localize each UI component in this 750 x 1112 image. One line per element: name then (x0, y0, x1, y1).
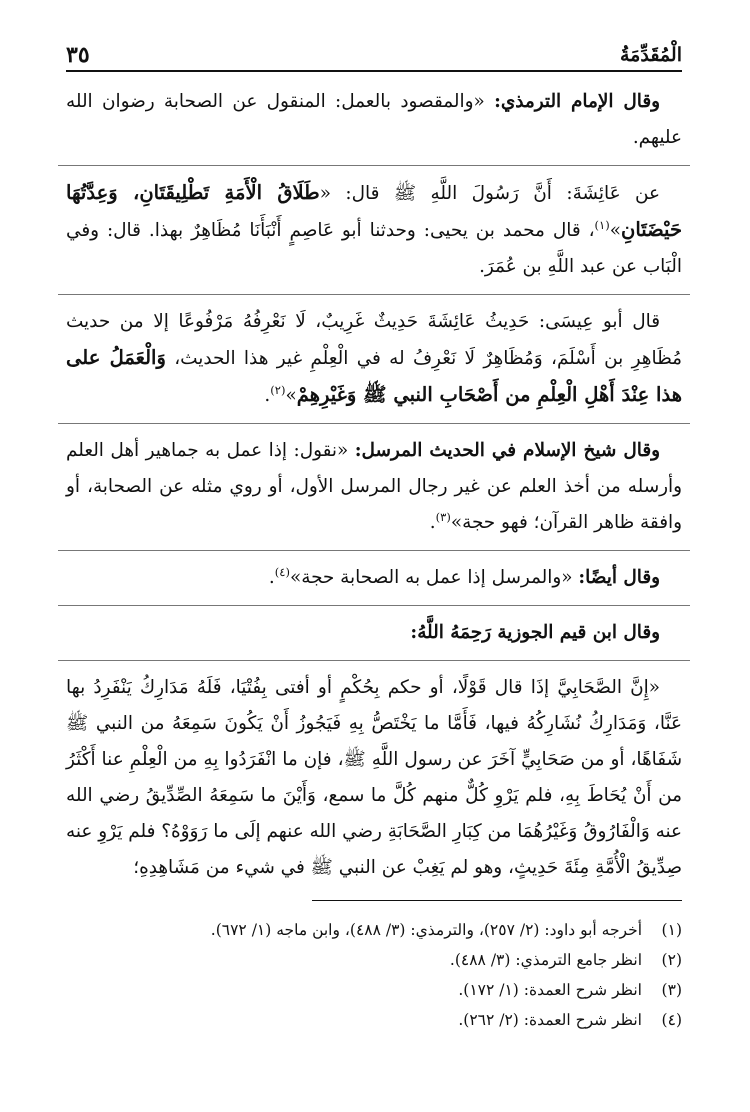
section-divider (58, 660, 690, 661)
section-divider (58, 550, 690, 551)
quote-text: «والمقصود بالعمل: المنقول عن الصحابة رضوان الله عليهم. (66, 91, 682, 148)
section-divider (58, 605, 690, 606)
footnote-text: أخرجه أبو داود: (٢/ ٢٥٧)، والترمذي: (٣/ ٤٨٨)، وابن ماجه (١/ ٦٧٢). (210, 921, 642, 939)
main-text (66, 84, 682, 886)
paragraph-tirmidhi (66, 84, 682, 156)
ibn-qayyim-heading: وقال ابن قيم الجوزية رَحِمَهُ اللَّهُ: (410, 622, 660, 643)
footnote-text: انظر شرح العمدة: (٢/ ٢٦٢). (458, 1011, 642, 1029)
page-header (66, 30, 682, 72)
section-divider (58, 165, 690, 166)
footnote-text: انظر جامع الترمذي: (٣/ ٤٨٨). (449, 951, 642, 969)
footnote-text: انظر شرح العمدة: (١/ ١٧٢). (458, 981, 642, 999)
hadith-text: طَلَاقُ الْأَمَةِ تَطْلِيقَتَانِ، وَعِدَّتُهَا حَيْضَتَانِ (66, 181, 682, 241)
footnote-number: (٢) (661, 951, 682, 969)
footnote-ref-1[interactable]: (١) (594, 217, 610, 232)
speaker-label: وقال أيضًا: (578, 567, 660, 588)
footnote (66, 975, 682, 1005)
footnote-number: (٣) (661, 981, 682, 999)
footnotes (66, 915, 682, 1035)
speaker-label: وقال شيخ الإسلام في الحديث المرسل: (354, 440, 660, 461)
section-divider (58, 294, 690, 295)
bold-statement: وَالْعَمَلُ على هذا عِنْدَ أَهْلِ الْعِلْمِ من أَصْحَابِ النبي ﷺ وَغَيْرِهِمْ (66, 346, 682, 406)
paragraph-ibn-qayyim-quote: «إِنَّ الصَّحَابِيَّ إذَا قال قَوْلًا، أو حكم بِحُكْمٍ أو أفتى بِفُتْيَا، فَلَهُ مَدَارِكُ يَنْفَرِدُ بها عَنَّا، وَمَدَارِكُ نُشَارِكُهُ فيها، فَأَمَّا ما يَخْتَصُّ بِهِ فَيَجُوزُ أَنْ يَكُونَ سَمِعَهُ من النبي ﷺ شَفَاهًا، أو من صَحَابِيٍّ آخَرَ عن رسول اللَّهِ ﷺ، فإن ما انْفَرَدُوا بِهِ من الْعِلْمِ عنا أَكْثَرُ من أَنْ يُحَاطَ بِهِ، فلم يَرْوِ كُلٌّ منهم كُلَّ ما سمع، وَأَيْنَ ما سَمِعَهُ الصِّدِّيقُ رضي الله عنه وَالْفَارُوقُ وَغَيْرُهُمَا من كِبَارِ الصَّحَابَةِ رضي الله عنهم إلَى ما رَوَوْهُ؟ فلم يَرْوِ عنه صِدِّيقُ الْأُمَّةِ مِئَةَ حَدِيثٍ، وهو لم يَغِبْ عن النبي ﷺ في شيء من مَشَاهِدِهِ؛ (66, 677, 682, 878)
footnote (66, 1005, 682, 1035)
footnote-ref-2[interactable]: (٢) (270, 382, 286, 397)
section-divider (58, 423, 690, 424)
running-title: الْمُقَدِّمَةُ (619, 44, 682, 66)
footnote-ref-3[interactable]: (٣) (435, 509, 451, 524)
speaker-label: وقال الإمام الترمذي: (494, 91, 660, 112)
footnote-separator (312, 900, 682, 901)
paragraph-abu-isa: قال أبو عِيسَى: حَدِيثُ عَائِشَةَ حَدِيثٌ غَرِيبٌ، لَا نَعْرِفُهُ مَرْفُوعًا إلا من حديث مُظَاهِرِ بن أَسْلَمَ، وَمُظَاهِرٌ لَا نَعْرِفُ له في الْعِلْمِ غير هذا الحديث، وَالْعَمَلُ على هذا عِنْدَ أَهْلِ الْعِلْمِ من أَصْحَابِ النبي ﷺ وَغَيْرِهِمْ»$^{(٢)}$. (66, 311, 683, 406)
paragraph-shaykh-islam: وقال شيخ الإسلام في الحديث المرسل: «نقول: إذا عمل به جماهير أهل العلم وأرسله من أخذ العلم عن غير رجال المرسل الأول، أو روي مثله عن الصحابة، أو وافقة ظاهر القرآن؛ فهو حجة»$^{(٣)}$. (66, 440, 682, 533)
paragraph-aisha-hadith: عن عَائِشَةَ: أَنَّ رَسُولَ اللَّهِ ﷺ قال: «طَلَاقُ الْأَمَةِ تَطْلِيقَتَانِ، وَعِدَّتُهَا حَيْضَتَانِ»$^{(١)}$، قال محمد بن يحيى: وحدثنا أبو عَاصِمٍ أَنْبَأَنَا مُظَاهِرٌ بهذا. قال: وفي الْبَاب عن عبد اللَّهِ بن عُمَرَ. (66, 181, 682, 277)
paragraph-also: وقال أيضًا: «والمرسل إذا عمل به الصحابة حجة»$^{(٤)}$. (268, 564, 660, 588)
page-number: ٣٥ (66, 42, 90, 68)
footnote (66, 915, 682, 945)
footnote-ref-4[interactable]: (٤) (274, 564, 290, 579)
footnote-number: (٤) (661, 1011, 682, 1029)
footnote (66, 945, 682, 975)
footnote-number: (١) (661, 921, 682, 939)
